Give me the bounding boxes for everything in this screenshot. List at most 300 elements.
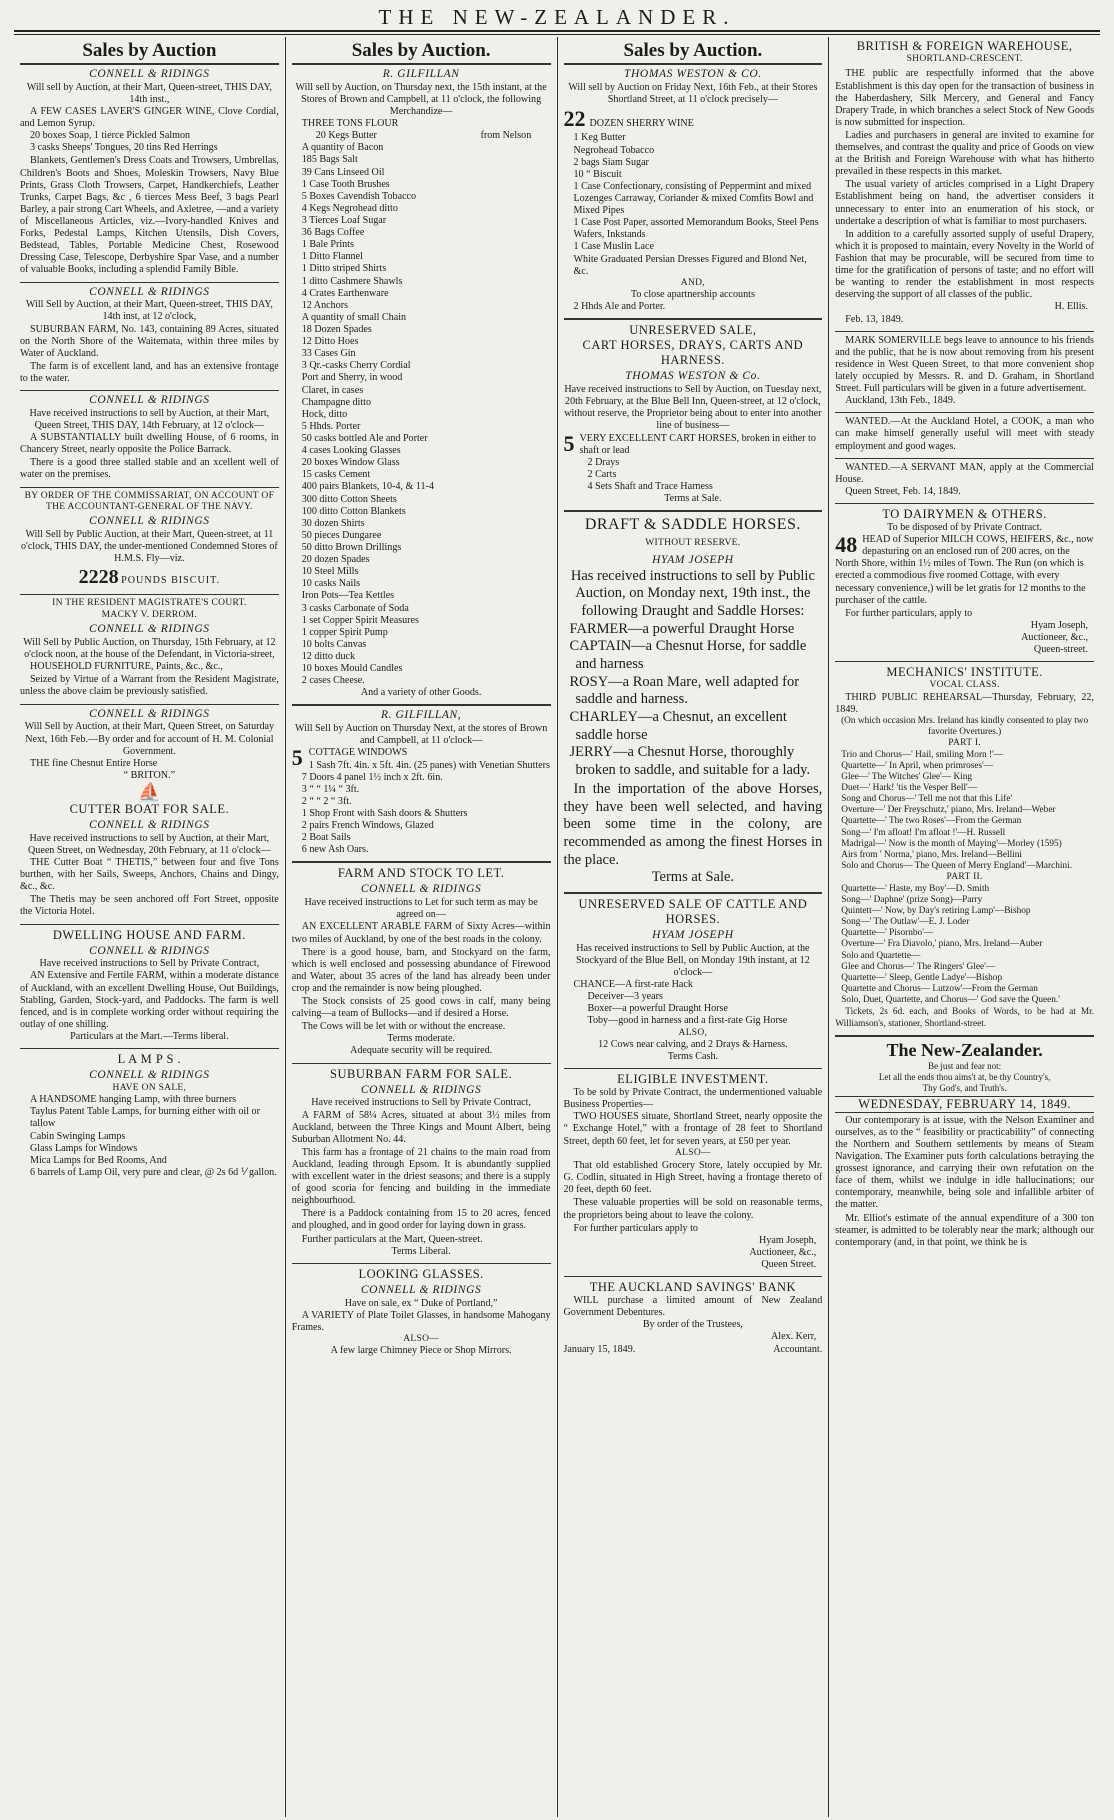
list-item: A quantity of small Chain	[301, 311, 407, 323]
program-item: Quartette and Chorus— Lutzow'—From the German	[841, 984, 1038, 995]
program-list	[835, 750, 1094, 873]
program-item: Song—' I'm afloat! I'm afloat !'—H. Russell	[841, 827, 1006, 838]
divider	[292, 1063, 551, 1064]
ad-line: A quantity of Bacon	[301, 142, 384, 154]
ad-intro: To be sold by Private Contract, the undermentioned valuable Business Properties—	[563, 1087, 823, 1111]
auctioneer-name: R. GILFILLAN,	[380, 709, 462, 722]
ad-end: A few large Chimney Piece or Shop Mirrors.	[330, 1345, 512, 1357]
ad-title: CUTTER BOAT FOR SALE.	[69, 801, 230, 816]
ad-intro: Have received instructions to Let for such term as may be agreed on—	[304, 897, 538, 921]
list-item: 4 Kegs Negrohead ditto	[301, 202, 398, 214]
ad-by: By order of the Trustees,	[642, 1319, 743, 1331]
quantity: 48	[835, 532, 858, 558]
ad-intro: Have received instructions to sell by Auction, at their Mart, Queen Street, on Wednesday, 20th February, at 11 o'clock—	[28, 832, 271, 856]
ad-lavers-ginger-wine	[20, 68, 279, 277]
column-4	[828, 37, 1100, 1817]
horse-charley: CHARLEY—a Chesnut, an excellent saddle horse	[569, 709, 787, 743]
ad-sub: WITHOUT RESERVE.	[645, 538, 741, 549]
ad-lead: WANTED.—At the Auckland Hotel, a COOK, a man who can make himself generally useful will meet with steady employment and good wages.	[835, 416, 1094, 452]
ship-icon: ⛵	[138, 781, 161, 802]
ad-lead: CHANCE—A first-rate Hack	[573, 979, 693, 991]
list-item: 2 Drays	[587, 456, 620, 468]
column-header: Sales by Auction.	[564, 39, 823, 65]
window-list	[292, 760, 551, 857]
auctioneer-name: THOMAS WESTON & Co.	[625, 370, 761, 383]
list-item: 1 Ditto striped Shirts	[301, 263, 387, 275]
ad-intro: Has received instructions to sell by Public Auction, on Monday next, 19th inst., the following Draught and Saddle Horses:	[570, 567, 815, 619]
list-item: 185 Bags Salt	[301, 154, 358, 166]
ad-and: AND,	[680, 277, 705, 288]
divider	[564, 892, 823, 894]
list-item: 3 “ “ 1¼ “ 3ft.	[301, 783, 360, 795]
editorial-date: WEDNESDAY, FEBRUARY 14, 1849.	[835, 1096, 1094, 1113]
signature-title: Auctioneer, &c.,	[1021, 631, 1088, 643]
ad-lead-line	[563, 430, 823, 457]
ad-intro: Will sell by Auction, on Thursday next, the 15th instant, at the Stores of Brown and Campbell, at 11 o'clock, the following Merchandize—	[295, 81, 547, 118]
editorial	[835, 1040, 1094, 1249]
ad-lead: THIRD PUBLIC REHEARSAL—Thursday, February, 22, 1849.	[835, 691, 1094, 715]
ad-intro: Will Sell by Auction, at their Mart, Queen-street, THIS DAY, 14th inst, at 12 o'clock,	[25, 299, 273, 323]
ad-para: That old established Grocery Store, lately occupied by Mr. G. Codlin, situated in High Street, having a frontage thereto of 20 feet, depth 60 feet.	[563, 1160, 823, 1196]
list-item: 30 dozen Shirts	[301, 517, 365, 529]
divider	[564, 318, 823, 320]
ad-intro: Will Sell by Public Auction, at their Mart, Queen-street, at 11 o'clock, THIS DAY, the under-mentioned Condemned Stores of H.M.S. Fly—viz.	[20, 529, 278, 565]
program-item: Duet—' Hark! 'tis the Vesper Bell'—	[841, 782, 978, 793]
program-item: Solo and Quartette—	[841, 950, 921, 961]
ad-title: TO DAIRYMEN & OTHERS.	[882, 507, 1047, 521]
divider	[20, 282, 279, 283]
list-item: 33 Cases Gin	[301, 348, 356, 360]
quantity: 2228	[78, 566, 119, 589]
divider	[20, 487, 279, 488]
motto: Be just and fear not:	[928, 1061, 1002, 1072]
ad-wanted-cook	[835, 416, 1094, 452]
ad-line: 20 Kegs Butter	[315, 130, 377, 142]
ad-line: 3 casks Sheeps' Tongues, 20 tins Red Herrings	[30, 142, 218, 154]
program-item: Trio and Chorus—' Hail, smiling Morn !'—	[841, 749, 1004, 760]
ad-para: In the importation of the above Horses, they have been well selected, and having been some time in the colony, are recommended as among the finest Horses in the place.	[563, 780, 823, 868]
cart-list	[564, 457, 823, 493]
ad-lead: TWO HOUSES situate, Shortland Street, nearly opposite the “ Exchange Hotel,” with a frontage of 28 feet to Shortland Street, depth 60 feet, let for seven years, at £50 per year.	[563, 1111, 823, 1147]
list-item: 1 Sash 7ft. 4in. x 5ft. 4in. (25 panes) with Venetian Shutters	[308, 759, 550, 771]
ad-para: There is a good house, barn, and Stockyard on the farm, which is well enclosed and possessing abundance of Firewood and Water, about 35 acres of the land has already been under crop and the remainder is now being ploughed.	[291, 946, 551, 994]
ad-mark-somerville	[835, 335, 1094, 408]
ad-title: UNRESERVED SALE,	[629, 323, 757, 338]
program-part: PART I.	[948, 738, 981, 749]
auctioneer-name: THOMAS WESTON & CO.	[624, 68, 762, 80]
divider	[835, 1035, 1094, 1037]
divider	[835, 412, 1094, 413]
ad-cattle-horses	[564, 897, 823, 1063]
ad-intro: Will Sell by Public Auction, on Thursday, 15th February, at 12 o'clock noon, at the house of the Defendant, in Victoria-street,	[23, 637, 276, 661]
ad-title: DRAFT & SADDLE HORSES.	[584, 516, 801, 534]
ad-para: The Stock consists of 25 good cows in calf, many being calving—a team of Bullocks—and if desired a Horse.	[291, 996, 551, 1020]
ad-wanted-servant	[835, 462, 1094, 498]
ad-lead: HEAD of Superior MILCH COWS, HEIFERS, &c., now depasturing on an enclosed run of 200 acres, on the North Shore, within 1½ miles of Town. The Run (on which is erected a commodious five roomed Cottage, with every necessary convenience,) will be let gratis for 12 months to the purchaser of the cattle.	[835, 534, 1094, 606]
ad-lead: AN Extensive and Fertile FARM, within a moderate distance of Auckland, with an excellent Dwelling House, Out Buildings, Stabling, Garden, Stock-yard, and Paddocks. The farm is well fenced, and is in complete working order without requiring the outlay of one shilling.	[20, 970, 279, 1030]
auctioneer-name: CONNELL & RIDINGS	[89, 394, 210, 407]
list-item: 1 Shop Front with Sash doors & Shutters	[301, 807, 468, 819]
list-item: 20 dozen Spades	[301, 554, 370, 566]
divider	[292, 861, 551, 863]
list-item: 39 Cans Linseed Oil	[301, 166, 385, 178]
list-item: 2 Carts	[587, 468, 617, 480]
ad-body: Particulars at the Mart.—Terms liberal.	[70, 1030, 229, 1042]
ad-date: January 15, 1849.	[563, 1343, 636, 1355]
ad-intro: Have received instructions to Sell by Private Contract,	[39, 958, 260, 970]
ad-lead: THE public are respectfully informed that the above Establishment is this day open for the transaction of business in the Haberdashery, Silk Mercery, and General and Fancy Drapery Trade, in which branches a select Stock of New Goods is now submitted for inspection.	[835, 68, 1094, 128]
ad-intro: Have received instructions to Sell by Auction, on Tuesday next, 20th February, at the Blue Bell Inn, Queen-street, at 12 o'clock, without reserve, the Proprietor being about to enter into another line of business—	[564, 384, 822, 432]
ad-date: Queen Street, Feb. 14, 1849.	[845, 485, 961, 497]
editorial-para: Our contemporary is at issue, with the Nelson Examiner and ourselves, as to the “ feasibility or practicability” of connecting the Northern and Southern settlements by means of Steam Navigation. The Examiner puts forth calculations betraying the grossest ignorance, and carrying their own refutation on the face of them, whilst we indulge in idle hallucinations; our contemporary, meanwhile, being sole and infallible arbiter of the matter.	[835, 1114, 1094, 1211]
ad-farm-stock-to-let	[292, 866, 551, 1057]
signature-title: Accountant.	[773, 1343, 823, 1355]
list-item: 5 Hhds. Porter	[301, 420, 361, 432]
program-item: Quartette—' Haste, my Boy'—D. Smith	[841, 883, 990, 894]
list-item: 2 pairs French Windows, Glazed	[301, 820, 434, 832]
ad-terms: Terms at Sale.	[664, 493, 722, 505]
list-item: 1 Case Post Paper, assorted Memorandum Books, Steel Pens Wafers, Inkstands	[573, 217, 819, 241]
list-item: Boxer—a powerful Draught Horse	[587, 1003, 728, 1015]
program-item: Song and Chorus—' Tell me not that this Life'	[841, 794, 1013, 805]
ad-gilfillan-merchandize	[292, 68, 551, 699]
ad-para: These valuable properties will be sold on reasonable terms, the proprietors being about to leave the colony.	[563, 1197, 823, 1221]
divider	[292, 704, 551, 706]
ad-sub: SHORTLAND-CRESCENT.	[906, 54, 1023, 64]
column-3	[557, 37, 829, 1817]
ad-terms: Terms Liberal.	[391, 1245, 451, 1257]
ad-title: BRITISH & FOREIGN WAREHOUSE,	[856, 39, 1073, 53]
ad-line: 20 boxes Soap, 1 tierce Pickled Salmon	[30, 130, 191, 142]
ad-line: Mica Lamps for Bed Rooms, And	[30, 1154, 167, 1166]
horse-captain: CAPTAIN—a Chesnut Horse, for saddle and harness	[569, 638, 807, 673]
program-item: Quartette—' The two Roses'—From the German	[841, 816, 1022, 827]
list-item: 50 pieces Dungaree	[301, 529, 382, 541]
ad-looking-glasses	[292, 1267, 551, 1358]
program-item: Overture—' Der Freyschutz,' piano, Mrs. Ireland—Weber	[841, 805, 1056, 816]
ad-lamps	[20, 1052, 279, 1179]
ad-sub: VOCAL CLASS.	[929, 680, 1000, 691]
ad-lead: WANTED.—A SERVANT MAN, apply at the Commercial House.	[835, 461, 1094, 485]
ad-cart-horses	[564, 323, 823, 505]
court-line: IN THE RESIDENT MAGISTRATE'S COURT.	[52, 598, 247, 609]
divider	[835, 661, 1094, 662]
ad-body: There is a good three stalled stable and an xcellent well of water on the premises.	[20, 457, 279, 481]
order-line: BY ORDER OF THE COMMISSARIAT, ON ACCOUNT OF THE ACCOUNTANT-GENERAL OF THE NAVY.	[24, 490, 275, 512]
list-item: Port and Sherry, in wood	[301, 372, 403, 384]
list-item: 20 boxes Window Glass	[301, 457, 400, 469]
motto: Thy God's, and Truth's.	[922, 1082, 1007, 1093]
ad-lead: THE fine Chesnut Entire Horse	[30, 757, 158, 769]
list-item: 3 casks Carbonate of Soda	[301, 602, 409, 614]
program-item: Glee—' The Witches' Glee'— King	[841, 771, 973, 782]
auctioneer-name: CONNELL & RIDINGS	[360, 883, 482, 896]
ad-intro: Have received instructions to Sell by Private Contract,	[311, 1097, 531, 1109]
list-item: 12 Ditto Hoes	[301, 336, 359, 348]
ad-cottage-windows	[292, 709, 551, 856]
ad-lead: WILL purchase a limited amount of New Zealand Government Debentures.	[563, 1295, 823, 1319]
program-item: Solo, Duet, Quartette, and Chorus—' God save the Queen.'	[841, 995, 1060, 1006]
signature: Hyam Joseph,	[759, 1234, 817, 1246]
ad-dairymen	[835, 507, 1094, 656]
ad-briton-horse	[20, 708, 279, 782]
flour-block	[292, 118, 551, 154]
ad-date: Auckland, 13th Feb., 1849.	[845, 395, 956, 407]
auctioneer-name: CONNELL & RIDINGS	[89, 707, 210, 720]
ad-lead: THREE TONS FLOUR	[301, 118, 399, 130]
list-item: Champagne ditto	[301, 396, 371, 408]
ad-line: Cabin Swinging Lamps	[30, 1130, 126, 1142]
ad-intro: Will sell by Auction, at their Mart, Queen-street, THIS DAY, 14th inst.,	[26, 81, 272, 105]
list-item: 18 Dozen Spades	[301, 323, 372, 335]
list-item: 2 Boat Sails	[301, 832, 351, 844]
ad-terms: Adequate security will be required.	[350, 1045, 493, 1057]
auctioneer-name: HYAM JOSEPH	[652, 928, 734, 941]
ad-intro: Has received instructions to Sell by Public Auction, at the Stockyard of the Blue Bell, on Monday 19th instant, at 12 o'clock—	[575, 942, 810, 978]
auctioneer-name: CONNELL & RIDINGS	[89, 68, 210, 80]
list-item: 4 Sets Shaft and Trace Harness	[587, 481, 713, 492]
ad-intro: Will sell by Auction on Friday Next, 16th Feb., at their Stores Shortland Street, at 11 o'clock precisely—	[568, 81, 818, 105]
quantity: 5	[563, 430, 575, 456]
ad-dwelling-house-farm	[20, 928, 279, 1044]
ad-terms: Terms moderate.	[387, 1033, 455, 1045]
divider	[20, 924, 279, 925]
ad-navy-biscuit	[20, 491, 279, 590]
ad-title: DWELLING HOUSE AND FARM.	[52, 927, 246, 942]
ad-body: Seized by Virtue of a Warrant from the Resident Magistrate, unless the above claim be previously satisfied.	[20, 674, 279, 698]
list-item: 1 ditto Cashmere Shawls	[301, 275, 403, 287]
ad-lead: AN EXCELLENT ARABLE FARM of Sixty Acres—within two miles of Auckland, by one of the best roads in the colony.	[291, 921, 551, 945]
list-item: White Graduated Persian Dresses Figured and Blond Net, &c.	[573, 253, 807, 277]
ad-title: SUBURBAN FARM FOR SALE.	[330, 1066, 513, 1081]
ad-mechanics-institute	[835, 665, 1094, 1029]
ad-line: Glass Lamps for Windows	[30, 1142, 138, 1154]
column-2	[285, 37, 557, 1817]
ad-body: The Thetis may be seen anchored off Fort Street, opposite the Victoria Hotel.	[20, 894, 279, 918]
list-item: 10 boxes Mould Candles	[301, 663, 403, 675]
program-item: Quartette—' In April, when primroses'—	[841, 760, 994, 771]
list-item: 1 Case Confectionary, consisting of Peppermint and mixed Lozenges Carraway, Coriander & mixed Comfits Bowl and Mixed Pipes	[573, 180, 814, 217]
ad-para: In addition to a carefully assorted supply of useful Drapery, which it is proposed to maintain, every Novelty in the World of Fashion that may be procurable, will be secured from time to time for the gratification of persons of taste; and no effort will be wanting to render the establishment in most respects deserving the support of all classes of the public.	[835, 228, 1094, 301]
list-item: 1 copper Spirit Pump	[301, 626, 388, 638]
program-item: Quartette—' Sleep, Gentle Ladye'—Bishop	[841, 972, 1003, 983]
list-item: 3 Tierces Loaf Sugar	[301, 215, 387, 226]
ad-title: L A M P S .	[117, 1052, 182, 1067]
ad-line: 2 Hhds Ale and Porter.	[573, 301, 666, 313]
column-header: Sales by Auction.	[292, 39, 551, 65]
ad-lead: A HANDSOME hanging Lamp, with three burners	[30, 1094, 237, 1106]
list-item: 2 bags Siam Sugar	[573, 156, 649, 168]
ad-date: Feb. 13, 1849.	[845, 313, 904, 325]
from-nelson: from Nelson	[480, 130, 532, 142]
auctioneer-name: CONNELL & RIDINGS	[360, 1283, 482, 1296]
ad-line: Taylus Patent Table Lamps, for burning either with oil or tallow	[30, 1106, 260, 1130]
ad-eligible-investment	[564, 1072, 823, 1271]
ad-cutter-boat	[20, 802, 279, 919]
ad-lead: MARK SOMERVILLE begs leave to announce to his friends and the public, that he is now about removing from his present residence in West Queen Street, to that more convenient shop lately occupied by Messrs. R. and D. Graham, in Shortland Street. Full particulars will be given in a future advertisement.	[835, 334, 1094, 395]
merchandize-list	[292, 154, 551, 687]
quantity: 22	[563, 106, 586, 132]
ad-para: There is a Paddock containing from 15 to 20 acres, fenced and ploughed, and in good order for laying down in grass.	[291, 1208, 551, 1232]
list-item: 36 Bags Coffee	[301, 227, 365, 239]
ad-lead-line	[564, 106, 823, 132]
ad-body: Blankets, Gentlemen's Dress Coats and Trowsers, Umbrellas, Children's Boots and Shoes, Moleskin Trowsers, Navy Blue Prints, Grass Cloth Trowsers, Carpet, Handkerchiefs, Leather Trunks, Carpet Bags, &c , 6 tierces Mess Beef, 3 bags Pearl Barley, a pair strong Cart Wheels, and Axletree, —and a variety of Miscellaneous Articles, viz.—Ivory-handled Knives and Forks, Pedestal Lamps, Kitchen Utensils, Dish Covers, Bedstead, Tables, Portable Medicine Chest, Rosewood Dressing Case, Telescope, Derbyshire Spar Vase, and a number of valuable Books, including a splendid Family Bible.	[20, 155, 279, 276]
program-item: Madrigal—' Now is the month of Maying'—Morley (1595)	[841, 838, 1062, 849]
list-item: 2 “ “ 2 “ 3ft.	[301, 795, 352, 807]
masthead: THE NEW-ZEALANDER.	[378, 5, 736, 29]
ad-lead: A VARIETY of Plate Toilet Glasses, in handsome Mahogany Frames.	[291, 1309, 551, 1333]
list-item: 50 ditto Brown Drillings	[301, 541, 402, 553]
list-item: 10 “ Biscuit	[573, 168, 622, 180]
list-item: 10 casks Nails	[301, 578, 361, 590]
list-item: 12 Anchors	[301, 299, 349, 311]
auctioneer-name: R. GILFILLAN	[382, 68, 460, 80]
ad-weston-sherry	[564, 68, 823, 313]
horse-jerry: JERRY—a Chesnut Horse, thoroughly broken to saddle, and suitable for a lady.	[569, 744, 811, 779]
list-item: 4 cases Looking Glasses	[301, 445, 401, 457]
divider	[564, 1068, 823, 1069]
divider	[835, 503, 1094, 504]
ad-intro: Have received instructions to sell by Auction, at their Mart, Queen Street, THIS DAY, 14th February, at 12 o'clock—	[29, 407, 270, 432]
ad-intro: Will Sell by Auction, at their Mart, Queen Street, on Saturday Next, 16th Feb.—By order and for account of H. M. Colonial Government.	[24, 721, 275, 757]
divider	[20, 390, 279, 391]
program-item: Quartette—' Pisornbo'—	[841, 928, 934, 939]
signature: Hyam Joseph,	[1030, 619, 1088, 631]
program-item: Quintett—' Now, by Day's retiring Lamp'—Bishop	[841, 905, 1031, 916]
list-item: 1 Ditto Flannel	[301, 251, 363, 263]
auctioneer-name: CONNELL & RIDINGS	[89, 818, 210, 831]
ad-draft-saddle-horses	[564, 515, 823, 887]
list-item: 1 Bale Prints	[301, 239, 354, 251]
auctioneer-name: CONNELL & RIDINGS	[89, 1069, 210, 1082]
ad-close: To close apartnership accounts	[630, 289, 755, 301]
horse-farmer: FARMER—a powerful Draught Horse	[569, 620, 795, 637]
list-item: Toby—good in harness and a first-rate Gig Horse	[587, 1015, 788, 1027]
list-item: 10 bolts Canvas	[301, 638, 367, 650]
list-item: 300 ditto Cotton Sheets	[301, 493, 397, 505]
divider	[292, 1263, 551, 1264]
ad-lead: SUBURBAN FARM, No. 143, containing 89 Acres, situated on the North Shore of the Waitemata, within three miles by Water of Auckland.	[20, 323, 279, 359]
ad-lead-line	[835, 534, 1094, 607]
program-item: Solo and Chorus— The Queen of Merry England'—Marchini.	[841, 861, 1073, 872]
ad-terms: Terms at Sale.	[651, 869, 735, 886]
ad-title: MECHANICS' INSTITUTE.	[886, 665, 1043, 680]
signature-title: Auctioneer, &c.,	[749, 1246, 817, 1258]
ad-lead: HOUSEHOLD FURNITURE, Paints, &c., &c.,	[30, 661, 223, 673]
ad-title: LOOKING GLASSES.	[358, 1266, 484, 1281]
auctioneer-name: CONNELL & RIDINGS	[89, 623, 210, 636]
divider	[835, 458, 1094, 459]
list-item: 2 cases Cheese.	[301, 675, 365, 687]
divider	[20, 594, 279, 595]
list-item: Deceiver—3 years	[587, 991, 663, 1003]
program-item: Song—' The Outlaw'—E. J. Loder	[841, 917, 970, 928]
item: POUNDS BISCUIT.	[121, 575, 221, 587]
ad-also: ALSO,	[678, 1027, 708, 1038]
editorial-title: The New-Zealander.	[886, 1039, 1043, 1060]
ad-line: 6 barrels of Lamp Oil, very pure and clear, @ 2s 6d ⅟ gallon.	[30, 1166, 277, 1178]
masthead-rule	[14, 30, 1100, 35]
ad-para: For further particulars, apply to	[845, 607, 973, 619]
ad-suburban-farm-143	[20, 286, 279, 386]
list-item: 1 Keg Butter	[573, 132, 626, 144]
ad-also: ALSO—	[674, 1147, 711, 1158]
ad-para: This farm has a frontage of 21 chains to the main road from Auckland, leading through Epsom. It is abundantly supplied with excellent water in the driest seasons; and there is a supply of good scoria for fencing and building in the immediate neighbourhood.	[291, 1146, 551, 1207]
auctioneer-name: CONNELL & RIDINGS	[89, 515, 210, 528]
divider	[835, 331, 1094, 332]
list-item: 15 casks Cement	[301, 469, 371, 481]
list-item: 400 pairs Blankets, 10-4, & 11-4	[301, 481, 434, 493]
divider	[564, 510, 823, 512]
motto: Let all the ends thou aims't at, be thy Country's,	[878, 1072, 1051, 1083]
ad-suburban-farm-sale	[292, 1067, 551, 1258]
ad-lead: A SUBSTANTIALLY built dwelling House, of 6 rooms, in Chancery Street, nearly opposite the Police Barrack.	[20, 432, 279, 456]
ad-sub: HAVE ON SALE,	[112, 1082, 187, 1093]
ad-lead: A FARM of 58¼ Acres, situated at about 3½ miles from Auckland, between the Three Kings and Mount Albert, being Suburban Allotment No. 44.	[291, 1109, 551, 1145]
ad-macky-v-derrom	[20, 598, 279, 698]
ad-end: And a variety of other Goods.	[360, 687, 482, 699]
ad-body: The farm is of excellent land, and has an extensive frontage to the water.	[20, 360, 279, 384]
ad-lead: VERY EXCELLENT CART HORSES, broken in either to shaft or lead	[579, 432, 816, 456]
ad-tickets: Tickets, 2s 6d. each, and Books of Words, to be had at Mr. Williamson's, stationer, Shortland-street.	[835, 1007, 1094, 1029]
ad-terms: Terms Cash.	[667, 1051, 719, 1063]
goods-list	[564, 132, 823, 277]
editorial-para: Mr. Elliot's estimate of the annual expenditure of a 300 ton steamer, is admitted to be tolerably near the mark; although our contemporary (and, in that point, we think he is	[835, 1212, 1094, 1248]
ad-also: ALSO—	[403, 1333, 440, 1344]
program-item: Song—' Daphne' (prize Song)—Parry	[841, 894, 983, 905]
program-item: Glee and Chorus—' The Ringers' Glee'—	[841, 961, 996, 972]
list-item: 7 Doors 4 panel 1½ inch x 2ft. 6in.	[301, 771, 443, 783]
program-list	[835, 884, 1094, 1007]
ad-para: Ladies and purchasers in general are invited to examine for themselves, and contrast the quality and price of Goods on view at the British and Foreign Warehouse with what has hitherto prevailed in these respects in this market.	[835, 129, 1094, 178]
list-item: 5 Boxes Cavendish Tobacco	[301, 190, 417, 202]
list-item: Hock, ditto	[301, 408, 348, 420]
ad-lead: COTTAGE WINDOWS	[308, 747, 408, 759]
auctioneer-name: CONNELL & RIDINGS	[360, 1083, 482, 1096]
ad-british-foreign-warehouse	[835, 39, 1094, 326]
ad-para: The usual variety of articles comprised in a Light Drapery Establishment being on hand, the advertiser considers it unnecessary to enter into an enumeration of his stock, or undertake a description of what is familiar to most purchasers.	[835, 179, 1094, 227]
list-item: Iron Pots—Tea Kettles	[301, 590, 395, 602]
horse-name: “ BRITON.”	[123, 769, 176, 781]
ad-title: THE AUCKLAND SAVINGS' BANK	[589, 1280, 797, 1295]
signature: H. Ellis.	[1054, 301, 1088, 313]
list-item: Claret, in cases	[301, 384, 364, 396]
list-item: Negrohead Tobacco	[573, 144, 655, 156]
list-item: 1 set Copper Spirit Measures	[301, 614, 419, 626]
signature-address: Queen Street.	[761, 1258, 817, 1270]
signature: Alex. Kerr,	[770, 1331, 817, 1343]
horse-rosy: ROSY—a Roan Mare, well adapted for saddle and harness.	[569, 673, 800, 708]
list-item: 1 Case Tooth Brushes	[301, 178, 390, 190]
biscuit-line	[20, 565, 279, 589]
ad-para: For further particulars apply to	[573, 1222, 698, 1234]
ad-subtitle: CART HORSES, DRAYS, CARTS AND HARNESS.	[582, 338, 804, 368]
list-item: 1 Case Muslin Lace	[573, 241, 654, 253]
ad-intro: Will Sell by Auction on Thursday Next, at the stores of Brown and Campbell, at 11 o'clock—	[294, 723, 548, 747]
list-item: 3 Qr.-casks Cherry Cordial	[301, 360, 411, 372]
ad-para: The Cows will be let with or without the encrease.	[301, 1021, 506, 1033]
ad-para: Further particulars at the Mart, Queen-street.	[301, 1233, 483, 1245]
column-1	[14, 37, 285, 1817]
list-item: 10 Steel Mills	[301, 566, 359, 578]
list-item: 6 new Ash Oars.	[301, 844, 369, 856]
program-part: PART II.	[946, 872, 983, 883]
list-item: 50 casks bottled Ale and Porter	[301, 432, 428, 444]
quantity: 5	[291, 745, 303, 771]
ad-intro: To be disposed of by Private Contract.	[887, 522, 1043, 533]
ad-intro: Have on sale, ex “ Duke of Portland,”	[344, 1297, 498, 1309]
divider	[564, 1276, 823, 1277]
